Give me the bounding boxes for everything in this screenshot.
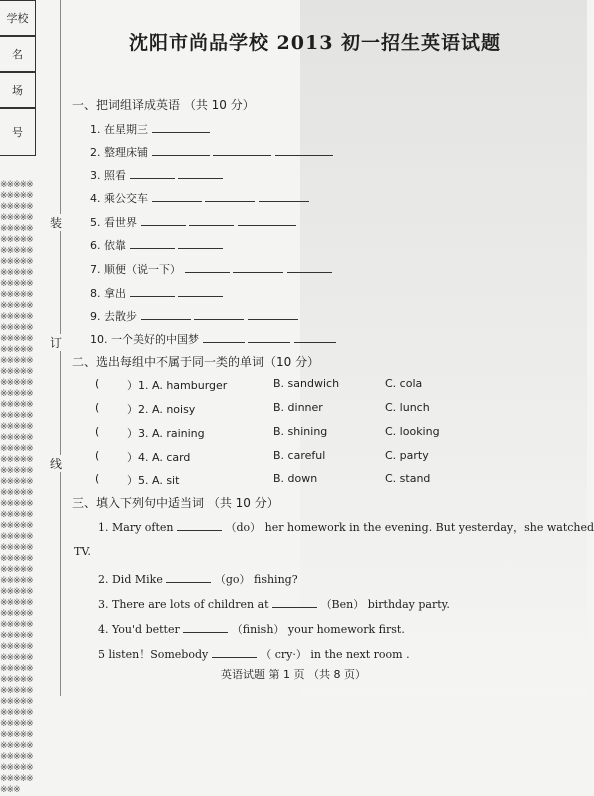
mc-paren: ( <box>95 472 100 485</box>
mc-option-c: C. looking <box>385 425 440 438</box>
s3-q1-cont: TV. <box>74 545 91 558</box>
s1-item-4: 4. 乘公交车 <box>90 190 309 206</box>
spine-char-zhuang: 装 <box>46 214 66 231</box>
room-box: 场 <box>0 72 36 108</box>
s3-q5: 5 listen！Somebody （ cry·） in the next room . <box>98 648 410 661</box>
name-box: 名 <box>0 36 36 72</box>
scan-bleed <box>300 0 587 696</box>
page-title: 沈阳市尚品学校 2013 初一招生英语试题 <box>128 32 502 54</box>
section1-heading: 一、把词组译成英语 （共 10 分） <box>72 98 255 112</box>
mc-option-b: B. careful <box>273 449 326 462</box>
mc-option-c: C. cola <box>385 377 423 390</box>
mc-option-a: ）1. A. hamburger <box>127 379 228 392</box>
s3-q4: 4. You'd better （finish） your homework first. <box>98 623 405 636</box>
section3-heading: 三、填入下列句中适当词 （共 10 分） <box>72 496 279 510</box>
mc-option-b: B. down <box>273 472 318 485</box>
school-box: 学校 <box>0 0 36 36</box>
mc-option-b: B. shining <box>273 425 328 438</box>
mc-paren: ( <box>95 425 100 438</box>
binding-strip <box>0 0 46 795</box>
mc-paren: ( <box>95 401 100 414</box>
s1-item-8: 8. 拿出 <box>90 285 223 301</box>
mc-option-a: ）4. A. card <box>127 451 191 464</box>
s3-q1: 1. Mary often （do） her homework in the evening. But yesterday，she watched <box>98 521 594 534</box>
number-box: 号 <box>0 108 36 156</box>
s1-item-7: 7. 顺便（说一下） <box>90 261 332 277</box>
mc-option-b: B. sandwich <box>273 377 340 390</box>
mc-option-c: C. lunch <box>385 401 430 414</box>
mc-option-a: ）2. A. noisy <box>127 403 196 416</box>
spine-char-xian: 线 <box>46 455 66 472</box>
section2-heading: 二、选出每组中不属于同一类的单词（10 分） <box>72 355 320 369</box>
s3-q2: 2. Did Mike （go） fishing? <box>98 573 298 586</box>
s1-item-3: 3. 照看 <box>90 167 223 183</box>
s1-item-2: 2. 整理床铺 <box>90 144 333 160</box>
s1-item-9: 9. 去散步 <box>90 308 298 324</box>
mc-option-c: C. stand <box>385 472 431 485</box>
s1-item-10: 10. 一个美好的中国梦 <box>90 331 336 347</box>
s1-item-1: 1. 在星期三 <box>90 121 210 137</box>
s3-q3: 3. There are lots of children at （Ben） birthday party. <box>98 598 450 611</box>
mc-paren: ( <box>95 449 100 462</box>
cross-pattern: ※※※※※※※※※※※※※※※※※※※※※※※※※※※※※※※※※※※※※※※※※※※※※※※※※※※※※※※※※※※※※※※※※※※※※※※※※※※※※※※※※※※※※※※※※※※※※※※※※※※※※※※※※※※※※※※※※※※※※※※※※※※※※※※※※※※※※※※※※※※※※※※※※※※※※※※※※※※※※※※※※※※※※※※※※※※※※※※※※※※※※※※※※※※※※※※※※※※※※※※※※※※※※※※※※※※※※※※※※※※※※※※※※※※※※※※※※※※※※※※※※※※※※※※※※※※※※※※※※※※※※※※※※※※※※※※※※※※※※※ <box>0 180 33 795</box>
mc-paren: ( <box>95 377 100 390</box>
s1-item-6: 6. 依靠 <box>90 237 223 253</box>
s1-item-5: 5. 看世界 <box>90 214 296 230</box>
mc-option-a: ）3. A. raining <box>127 427 205 440</box>
spine-char-ding: 订 <box>46 334 66 351</box>
mc-option-c: C. party <box>385 449 429 462</box>
mc-option-b: B. dinner <box>273 401 323 414</box>
page-footer: 英语试题 第 1 页 （共 8 页） <box>221 668 366 681</box>
mc-option-a: ）5. A. sit <box>127 474 180 487</box>
